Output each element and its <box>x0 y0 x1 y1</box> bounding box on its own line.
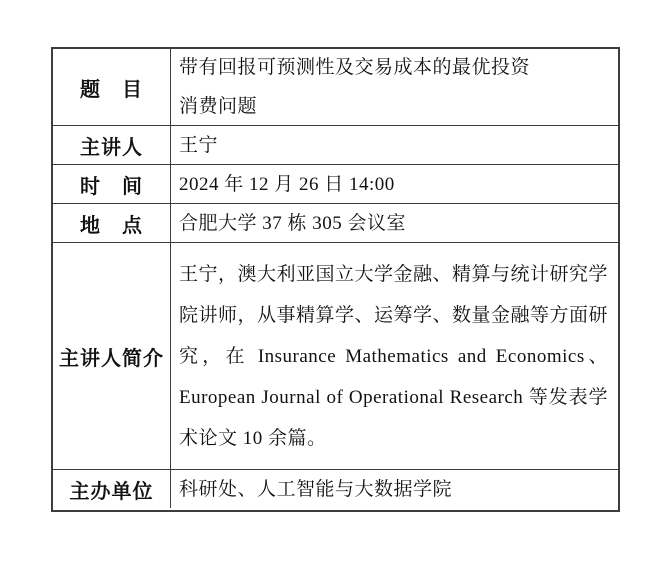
location-text: 合肥大学 37 栋 305 会议室 <box>179 212 407 234</box>
bio-line-5: 术论文 10 余篇。 <box>179 427 327 449</box>
title-label: 题 目 <box>53 49 171 125</box>
organizer-label: 主办单位 <box>53 470 171 508</box>
seminar-notice-table <box>51 47 620 512</box>
location-label: 地 点 <box>53 204 171 242</box>
organizer-text: 科研处、人工智能与大数据学院 <box>179 478 453 500</box>
table-row-title <box>53 49 618 126</box>
organizer-value <box>171 470 618 508</box>
table-row-bio <box>53 243 618 470</box>
speaker-label: 主讲人 <box>53 126 171 164</box>
table-row-organizer <box>53 470 618 508</box>
bio-line-4: European Journal of Operational Research 等发表学 <box>179 386 608 408</box>
bio-line-1: 王宁，澳大利亚国立大学金融、精算与统计研究学 <box>179 263 609 285</box>
speaker-name: 王宁 <box>179 134 219 156</box>
table-row-location <box>53 204 618 243</box>
table-row-time <box>53 165 618 204</box>
speaker-value <box>171 126 618 164</box>
bio-label: 主讲人简介 <box>53 243 171 469</box>
bio-value <box>171 243 618 469</box>
time-value <box>171 165 618 203</box>
time-label: 时 间 <box>53 165 171 203</box>
location-value <box>171 204 618 242</box>
bio-line-3: 究，在 Insurance Mathematics and Economics、 <box>179 345 608 367</box>
title-value <box>171 49 618 125</box>
time-text: 2024 年 12 月 26 日 14:00 <box>179 173 395 195</box>
title-line-2: 消费问题 <box>179 96 258 117</box>
title-line-1: 带有回报可预测性及交易成本的最优投资 <box>179 57 531 78</box>
table-row-speaker <box>53 126 618 165</box>
bio-line-2: 院讲师，从事精算学、运筹学、数量金融等方面研 <box>179 304 609 326</box>
